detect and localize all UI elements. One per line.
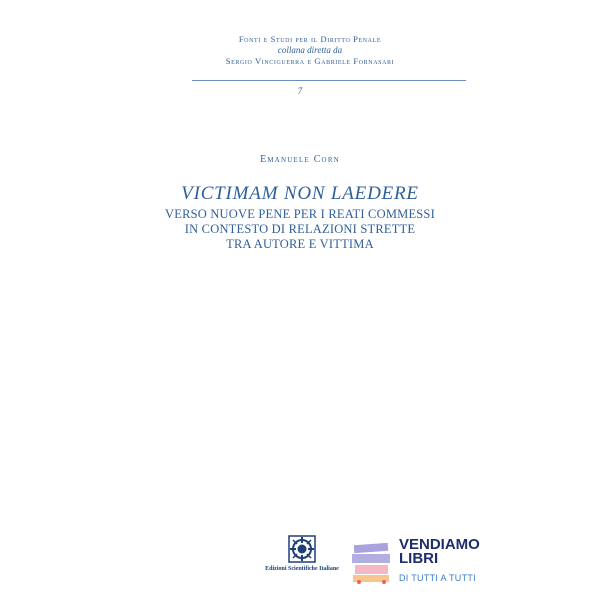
book-title: VICTIMAM NON LAEDERE xyxy=(181,183,419,204)
badge-brand-line1: VENDIAMO xyxy=(399,536,480,553)
subtitle-line: VERSO NUOVE PENE PER I REATI COMMESSI xyxy=(165,207,435,221)
badge-brand xyxy=(399,538,480,566)
badge-brand-line2: LIBRI xyxy=(399,550,439,567)
publisher-emblem-icon xyxy=(287,534,317,564)
series-divider xyxy=(192,80,466,81)
vendiamo-libri-badge[interactable] xyxy=(352,536,480,588)
book-stack-icon xyxy=(352,540,394,584)
book-subtitle xyxy=(100,207,500,252)
subtitle-line: TRA AUTORE E VITTIMA xyxy=(226,237,374,251)
series-header xyxy=(160,34,460,67)
badge-tagline: DI TUTTI A TUTTI xyxy=(399,573,476,583)
publisher-name: Edizioni Scientifiche Italiane xyxy=(265,566,339,572)
series-editors: Sergio Vinciguerra e Gabriele Fornasari xyxy=(225,56,395,66)
subtitle-line: IN CONTESTO DI RELAZIONI STRETTE xyxy=(184,222,416,236)
series-name: Fonti e Studi per il Diritto Penale xyxy=(238,34,382,44)
series-number: 7 xyxy=(297,86,303,96)
series-directed-by: collana diretta da xyxy=(277,45,343,55)
publisher-block xyxy=(262,534,342,572)
book-author: Emanuele Corn xyxy=(260,154,340,165)
